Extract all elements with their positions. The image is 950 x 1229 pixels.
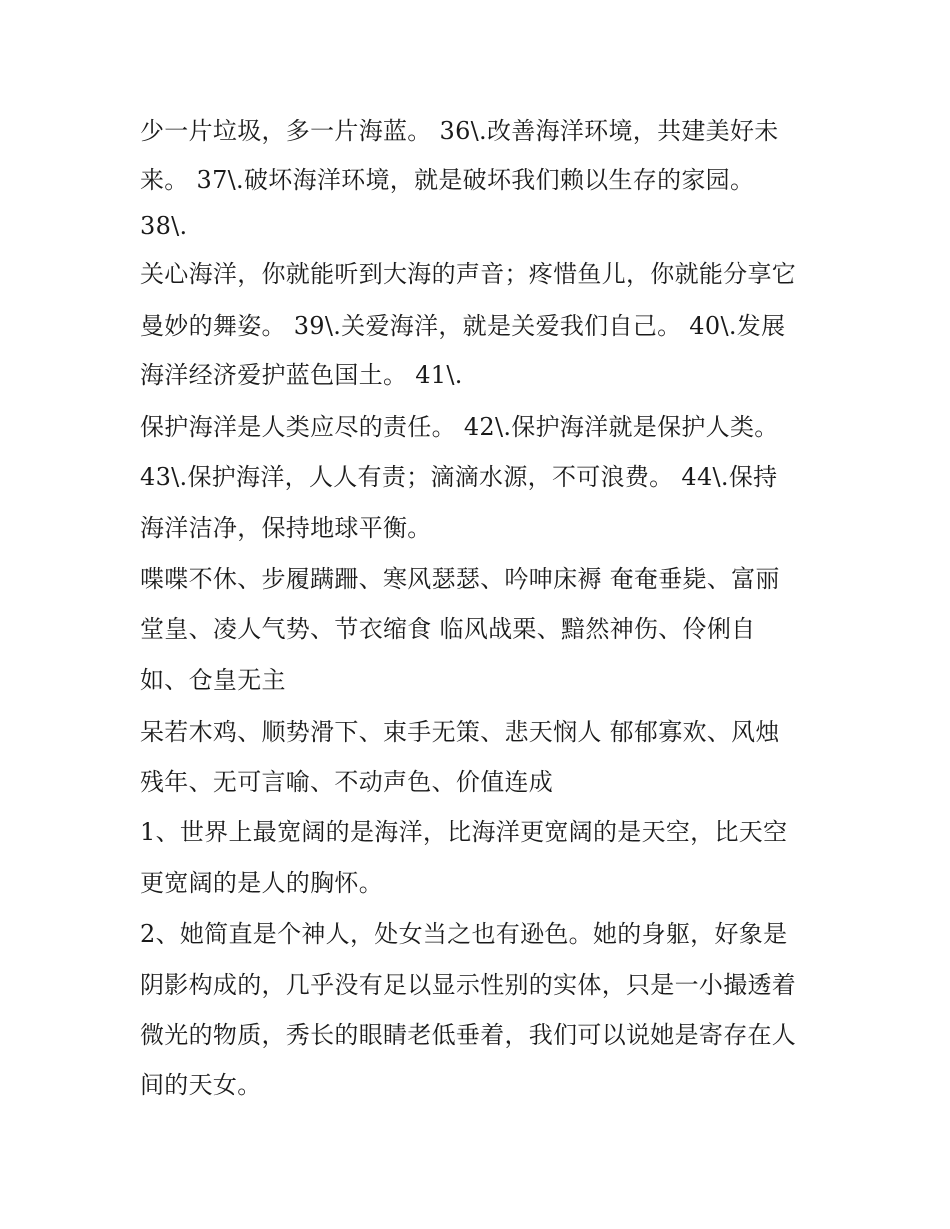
- text-line: 海洋洁净，保持地球平衡。: [140, 514, 432, 542]
- text-line: 来。 37\.破坏海洋环境，就是破坏我们赖以生存的家园。: [140, 166, 755, 194]
- text-line: 更宽阔的是人的胸怀。: [140, 869, 383, 897]
- text-line: 1、世界上最宽阔的是海洋，比海洋更宽阔的是天空，比天空: [140, 818, 788, 846]
- text-line: 呆若木鸡、顺势滑下、束手无策、悲天悯人 郁郁寡欢、风烛: [140, 718, 780, 746]
- text-line: 残年、无可言喻、不动声色、价值连成: [140, 768, 554, 796]
- text-line: 2、她简直是个神人，处女当之也有逊色。她的身躯，好象是: [140, 920, 788, 948]
- text-line: 海洋经济爱护蓝色国土。 41\.: [140, 361, 463, 389]
- text-line: 43\.保护海洋，人人有责；滴滴水源，不可浪费。 44\.保持: [140, 463, 778, 491]
- text-line: 阴影构成的，几乎没有足以显示性别的实体，只是一小撮透着: [140, 971, 797, 999]
- text-line: 38\.: [140, 212, 188, 240]
- text-line: 微光的物质，秀长的眼睛老低垂着，我们可以说她是寄存在人: [140, 1021, 797, 1049]
- text-line: 喋喋不休、步履蹒跚、寒风瑟瑟、吟呻床褥 奄奄垂毙、富丽: [140, 565, 780, 593]
- text-line: 间的天女。: [140, 1071, 262, 1099]
- text-line: 保护海洋是人类应尽的责任。 42\.保护海洋就是保护人类。: [140, 413, 779, 441]
- text-line: 关心海洋，你就能听到大海的声音；疼惜鱼儿，你就能分享它: [140, 260, 797, 288]
- text-line: 如、仓皇无主: [140, 666, 286, 694]
- text-line: 曼妙的舞姿。 39\.关爱海洋，就是关爱我们自己。 40\.发展: [140, 312, 786, 340]
- text-line: 堂皇、凌人气势、节衣缩食 临风战栗、黯然神伤、伶俐自: [140, 615, 756, 643]
- text-line: 少一片垃圾，多一片海蓝。 36\.改善海洋环境，共建美好未: [140, 117, 779, 145]
